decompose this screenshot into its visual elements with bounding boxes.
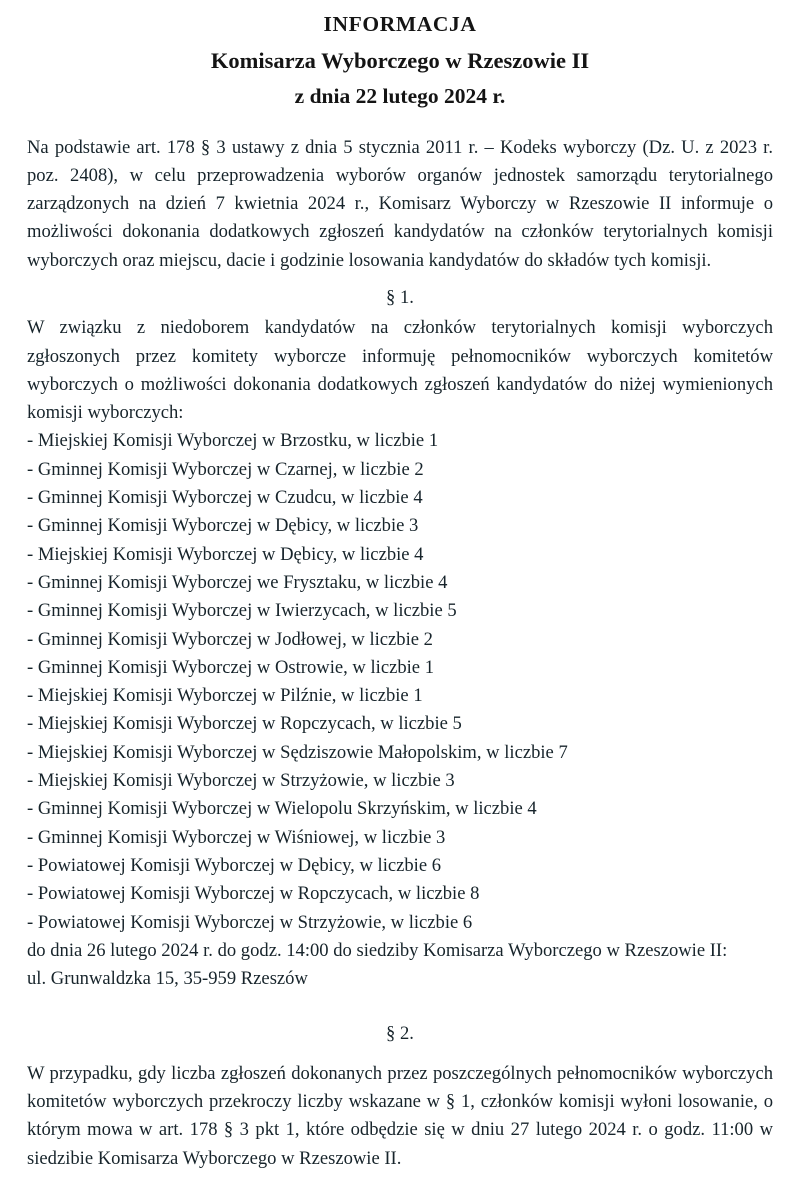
list-item: - Miejskiej Komisji Wyborczej w Brzostku, w liczbie 1	[27, 430, 439, 452]
list-item: - Miejskiej Komisji Wyborczej w Strzyżowie, w liczbie 3	[27, 770, 455, 792]
deadline-line: do dnia 26 lutego 2024 r. do godz. 14:00 do siedziby Komisarza Wyborczego w Rzeszowie II:	[27, 939, 728, 961]
list-item: - Miejskiej Komisji Wyborczej w Dębicy, w liczbie 4	[27, 543, 424, 565]
section-1-mark: § 1.	[386, 286, 414, 308]
list-item: - Miejskiej Komisji Wyborczej w Pilźnie, w liczbie 1	[27, 685, 423, 707]
title-date: z dnia 22 lutego 2024 r.	[294, 84, 506, 108]
list-item: - Powiatowej Komisji Wyborczej w Dębicy, w liczbie 6	[27, 854, 442, 876]
list-item: - Gminnej Komisji Wyborczej w Iwierzycach, w liczbie 5	[27, 600, 457, 622]
list-item: - Powiatowej Komisji Wyborczej w Strzyżowie, w liczbie 6	[27, 911, 473, 933]
document-title-block	[27, 14, 773, 108]
list-item: - Gminnej Komisji Wyborczej w Czudcu, w liczbie 4	[27, 487, 423, 509]
list-item: - Powiatowej Komisji Wyborczej w Ropczycach, w liczbie 8	[27, 883, 480, 905]
title-subject: Komisarza Wyborczego w Rzeszowie II	[210, 47, 590, 73]
list-item: - Gminnej Komisji Wyborczej w Wielopolu Skrzyńskim, w liczbie 4	[27, 798, 537, 820]
office-address-line: ul. Grunwaldzka 15, 35-959 Rzeszów	[27, 968, 308, 990]
list-item: - Gminnej Komisji Wyborczej we Frysztaku, w liczbie 4	[27, 571, 448, 593]
section-1-paragraph: W związku z niedoborem kandydatów na członków terytorialnych komisji wyborczych zgłoszonych przez komitety wyborcze informuję pełnomocników wyborczych komitetów wyborczych o możliwości dokonania dodatkowych zgłoszeń kandydatów do niżej wymienionych komisji wyborczych:	[27, 317, 773, 424]
list-item: - Miejskiej Komisji Wyborczej w Ropczycach, w liczbie 5	[27, 713, 462, 735]
list-item: - Gminnej Komisji Wyborczej w Wiśniowej, w liczbie 3	[27, 826, 446, 848]
list-item: - Gminnej Komisji Wyborczej w Jodłowej, w liczbie 2	[27, 628, 433, 650]
list-item: - Gminnej Komisji Wyborczej w Czarnej, w liczbie 2	[27, 458, 424, 480]
section-2-paragraph: W przypadku, gdy liczba zgłoszeń dokonanych przez poszczególnych pełnomocników wyborczych komitetów wyborczych przekroczy liczby wskazane w § 1, członków komisji wyłoni losowanie, o którym mowa w art. 178 § 3 pkt 1, które odbędzie się w dniu 27 lutego 2024 r. o godz. 11:00 w siedzibie Komisarza Wyborczego w Rzeszowie II.	[27, 1062, 773, 1169]
commission-list	[27, 427, 773, 936]
submission-deadline-block	[27, 937, 773, 994]
intro-paragraph: Na podstawie art. 178 § 3 ustawy z dnia 5 stycznia 2011 r. – Kodeks wyborczy (Dz. U. z 2023 r. poz. 2408), w celu przeprowadzenia wyborów organów jednostek samorządu terytorialnego zarządzonych na dzień 7 kwietnia 2024 r., Komisarz Wyborczy w Rzeszowie II informuje o możliwości dokonania dodatkowych zgłoszeń kandydatów na członków terytorialnych komisji wyborczych oraz miejscu, dacie i godzinie losowania kandydatów do składów tych komisji.	[27, 136, 773, 271]
section-2-mark: § 2.	[386, 1023, 414, 1045]
list-item: - Miejskiej Komisji Wyborczej w Sędziszowie Małopolskim, w liczbie 7	[27, 741, 568, 763]
page-title: INFORMACJA	[323, 12, 477, 36]
list-item: - Gminnej Komisji Wyborczej w Dębicy, w liczbie 3	[27, 515, 419, 537]
list-item: - Gminnej Komisji Wyborczej w Ostrowie, w liczbie 1	[27, 656, 434, 678]
